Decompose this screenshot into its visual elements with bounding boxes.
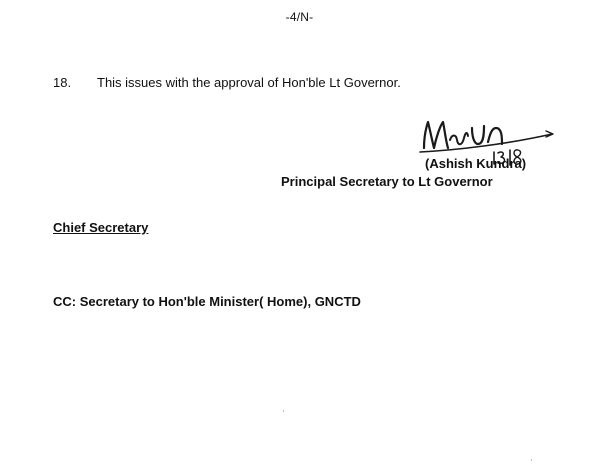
signer-name: (Ashish Kundra): [425, 156, 527, 171]
scan-speck: [283, 410, 284, 412]
signer-title: Principal Secretary to Lt Governor: [281, 174, 493, 189]
paragraph-18: [53, 75, 401, 90]
addressee: Chief Secretary: [53, 220, 149, 235]
cc-line: CC: Secretary to Hon'ble Minister( Home), GNCTD: [53, 294, 361, 309]
paragraph-text: This issues with the approval of Hon'ble Lt Governor.: [97, 75, 401, 90]
page-number: -4/N-: [285, 10, 314, 24]
scan-speck: [531, 459, 532, 461]
paragraph-number: 18.: [53, 75, 72, 90]
